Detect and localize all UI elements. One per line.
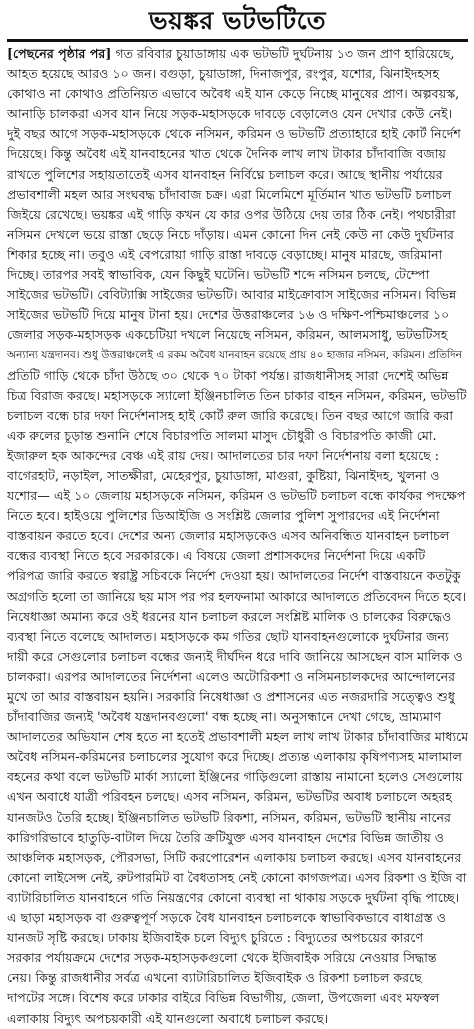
article-line: চলাচল বন্ধে চার দফা নির্দেশনাসহ হাই কোর্ট রুল জারি করেছে। তিন বছর আগে জারি করা bbox=[7, 407, 454, 423]
article-line: অগ্রগতি হলো তা জানিয়ে ছয় মাস পর পর হলফনামা আকারে আদালতে প্রতিবেদন দিতে হবে। bbox=[7, 588, 467, 604]
article-line: দিয়েছে। কিন্তু অবৈধ এই যানবাহনের খাত থেকে দৈনিক লাখ লাখ টাকার চাঁদাবাজি বজায় bbox=[7, 146, 446, 162]
article-line: চিত্র বিরাজ করছে। মহাসড়কে স্যালো ইঞ্জিনচালিত তিন চাকার বাহন নসিমন, করিমন, ভটভটি bbox=[7, 387, 467, 403]
article-line: সাইজের ভটভটি। বেবিট্যাক্সি সাইজের ভটভটি। আবার মাইক্রোবাস সাইজের নসিমন। বিভিন্ন bbox=[7, 287, 457, 303]
article-line: চাঁদাবাজির জন্যই 'অবৈধ যন্ত্রদানবগুলো' বন্ধ হচ্ছে না। অনুসন্ধানে দেখা গেছে, ভ্রাম্যমাণ bbox=[7, 709, 442, 725]
article-line: দাপটের সঙ্গে। বিশেষ করে ঢাকার বাইরে বিভিন্ন বিভাগীয়, জেলা, উপজেলা এবং মফস্বল bbox=[7, 990, 440, 1006]
article-line: নসিমন দেখলে ভয়ে রাস্তা ছেড়ে নিচে দাঁড়ায়। এমন কোনো দিন নেই কেউ না কেউ দুর্ঘটনার bbox=[7, 226, 454, 242]
article-line: ইজারুল হক আকন্দের বেঞ্চ এই রায় দেয়। আদালতের চার দফা নির্দেশনায় বলা হয়েছে : bbox=[7, 447, 440, 463]
article-line: ব্যবস্থা নিতে বলেছে আদালত। মহাসড়কে কম গতির ছোট যানবাহনগুলোকে দুর্ঘটনার জন্য bbox=[7, 628, 449, 644]
article-line: শিকার হচ্ছে না। তবুও এই বেপরোয়া গাড়ি রাস্তা দাবড়ে বেড়াচ্ছে। মানুষ মারছে, জরিমানা bbox=[7, 246, 443, 262]
article-line: দিচ্ছে। তারপর সবই স্বাভাবিক, যেন কিছুই ঘটেনি। ভটভটি শব্দে নসিমন চলছে, টেম্পো bbox=[7, 267, 430, 283]
article-line: বন্ধের ব্যবস্থা নিতে হবে সরকারকে। এ বিষয়ে জেলা প্রশাসকদের নির্দেশনা দিয়ে একটি bbox=[7, 548, 426, 564]
article-line: সরকার পর্যায়ক্রমে দেশের সড়ক-মহাসড়কগুলো থেকে ইজিবাইক সরিয়ে নেওয়ার সিদ্ধান্ত bbox=[7, 950, 437, 966]
article-line: দুই বছর আগে সড়ক-মহাসড়কে থেকে নসিমন, করিমন ও ভটভটি প্রত্যাহারে হাই কোর্ট নির্দেশ bbox=[7, 126, 461, 142]
continuation-marker: [পেছনের পৃষ্ঠার পর] bbox=[7, 46, 112, 61]
article-line: এলাকায় বিদ্যুৎ অপচয়কারী এই যানগুলো অবাধে চলাচল করছে। bbox=[7, 1010, 329, 1026]
article-line: নেয়। কিন্তু রাজধানীর সর্বত্র এখনো ব্যাটারিচালিত ইজিবাইক ও রিকশা চলাচল করছে bbox=[7, 970, 422, 986]
article-line: এখন অবাধে যাত্রী পরিবহন চলছে। এসব নসিমন, করিমন, ভটভটির অবাধ চলাচলে অহরহ bbox=[7, 789, 452, 805]
article-line: যশোর— এই ১০ জেলায় মহাসড়কে নসিমন, করিমন ও ভটভটি চলাচল বন্ধে কার্যকর পদক্ষেপ bbox=[7, 488, 466, 504]
article-line: অন্যান্য যন্ত্রদানব। শুধু উত্তরাঞ্চলেই এ রকম অবৈধ যানবাহন রয়েছে প্রায় ৪০ হাজার নসিমন, করিমন। প্রতিদিন bbox=[7, 349, 462, 362]
article-line: পরিপত্র জারি করতে স্বরাষ্ট্র সচিবকে নির্দেশ দেওয়া হয়। আদালতের নির্দেশ বাস্তবায়নে কতটুকু bbox=[7, 568, 461, 584]
article-line: অবৈধ নসিমন-করিমনের চলাচলের সুযোগ করে দিচ্ছে। প্রত্যন্ত এলাকায় কৃষিপণ্যসহ মালামাল bbox=[7, 749, 462, 765]
article-line bbox=[7, 44, 468, 64]
article-line: প্রতিটি গাড়ি থেকে চাঁদা উঠছে ৩০ থেকে ৭০ টাকা পর্যন্ত। রাজধানীসহ সারা দেশেই অভিন্ন bbox=[7, 367, 449, 383]
article-line: বাগেরহাট, নড়াইল, সাতক্ষীরা, মেহেরপুর, চুয়াডাঙ্গা, মাগুরা, কুষ্টিয়া, ঝিনাইদহ, খুলনা ও bbox=[7, 467, 440, 483]
article-line: এক রুলের চূড়ান্ত শুনানি শেষে বিচারপতি সালমা মাসুদ চৌধুরী ও বিচারপতি কাজী মো. bbox=[7, 427, 437, 443]
article-line: চালকরা। এরপর আদালতের নির্দেশনা এলেও অটোরিকশা ও নসিমনচালকদের আন্দোলনের bbox=[7, 668, 456, 684]
article-line: এ ছাড়া মহাসড়ক বা গুরুত্বপূর্ণ সড়কে বৈধ যানবাহন চলাচলকে স্বাভাবিকভাবে বাধাগ্রস্ত ও bbox=[7, 910, 446, 926]
article-line: জিইয়ে রেখেছে। ভয়ঙ্কর এই গাড়ি কখন যে কার ওপর উঠিয়ে দেয় তার ঠিক নেই। পথচারীরা bbox=[7, 206, 456, 222]
article-line: নিতে হবে। হাইওয়ে পুলিশের ডিআইজি ও সংশ্লিষ্ট জেলার পুলিশ সুপারদের এই নির্দেশনা bbox=[7, 508, 440, 524]
article-line: আদালতের অভিযান শেষ হতে না হতেই প্রভাবশালী মহল লাখ লাখ টাকার চাঁদাবাজির মাধ্যমে bbox=[7, 729, 468, 745]
article-line: বহনের কথা বলে ভটভটি মার্কা স্যালো ইঞ্জিনের গাড়িগুলো রাস্তায় নামানো হলেও সেগুলোয় bbox=[7, 769, 463, 785]
article-line: দায়ী করে সেগুলোর চলাচল বন্ধের জন্যই দীর্ঘদিন ধরে দাবি জানিয়ে আসছেন বাস মালিক ও bbox=[7, 648, 463, 664]
article-line-text: গত রবিবার চুয়াডাঙ্গায় এক ভটভটি দুর্ঘটনায় ১৩ জন প্রাণ হারিয়েছে, bbox=[115, 46, 455, 61]
article-line: প্রভাবশালী মহল আর সংঘবদ্ধ চাঁদাবাজ চক্র। এরা মিলেমিশে মূর্তিমান খাত ভটভটি চলাচল bbox=[7, 186, 452, 202]
article-line: কারিগরিভাবে হাতুড়ি-বাটাল দিয়ে তৈরি ক্রটিযুক্ত এসব যানবাহন দেশের বিভিন্ন জাতীয় ও bbox=[7, 829, 445, 845]
article-line: বাস্তবায়ন করতে হবে। দেশের অন্য জেলার মহাসড়কেও এসব অনিবন্ধিত যানবাহন চলাচল bbox=[7, 528, 450, 544]
article-line: যানজটও তৈরি হচ্ছে। ইঞ্জিনচালিত ভটভটি রিকশা, নসিমন, করিমন, ভটভটি স্থানীয় নানের bbox=[7, 809, 451, 825]
article-line: কোনো লাইসেন্স নেই, রুটপারমিট বা বৈধতাসহ নেই কোনো কাগজপত্র। এসব রিকশা ও ইজি বা bbox=[7, 869, 467, 885]
article-title: ভয়ঙ্কর ভটভটিতে bbox=[149, 6, 326, 35]
article-line: সাইজের ভটভটি দিয়ে মানুষ টানা হয়। দেশের উত্তরাঞ্চলের ১৬ ও দক্ষিণ-পশ্চিমাঞ্চলের ১০ bbox=[7, 307, 450, 323]
article-line: রাখতে পুলিশের সহায়তাতেই এসব যানবাহন নির্বিঘ্নে চলাচল করে। আছে স্থানীয় পর্যায়ের bbox=[7, 166, 443, 182]
article-line: জেলার সড়ক-মহাসড়ক একচেটিয়া দখলে নিয়েছে নসিমন, করিমন, আলমসাধু, ভটভটিসহ bbox=[7, 327, 448, 343]
article-line: কোথাও না কোথাও প্রতিনিয়ত এভাবে অবৈধ এই যান কেড়ে নিচ্ছে মানুষের প্রাণ। অল্পবয়স্ক, bbox=[7, 86, 460, 102]
article-line: নিষেধাজ্ঞা অমান্য করে ওই ধরনের যান চলাচল করলে সংশ্লিষ্ট মালিক ও চালকের বিরুদ্ধেও bbox=[7, 608, 452, 624]
article-line: আঞ্চলিক মহাসড়ক, পৌরসভা, সিটি করপোরেশন এলাকায় চলাচল করছে। এসব যানবাহনের bbox=[7, 849, 462, 865]
article-body bbox=[7, 44, 468, 1029]
article-line: যানজট সৃষ্টি করছে। ঢাকায় ইজিবাইক চলে বিদ্যুৎ চুরিতে : বিদ্যুতের অপচয়ের কারণে bbox=[7, 930, 424, 946]
article-line: আহত হয়েছে আরও ১০ জন। বগুড়া, চুয়াডাঙ্গা, দিনাজপুর, রংপুর, যশোর, ঝিনাইদহসহ bbox=[7, 66, 440, 82]
article-line: ব্যাটারিচালিত যানবাহনে গতি নিয়ন্ত্রণের কোনো ব্যবস্থা না থাকায় সড়কে দুর্ঘটনা বৃদ্ধি পাচ্ছে। bbox=[7, 889, 460, 905]
title-rule bbox=[7, 39, 468, 42]
article-line: মুখে তা আর বাস্তবায়ন হয়নি। সরকারি নিষেধাজ্ঞা ও প্রশাসনের এত নজরদারি সত্ত্বেও শুধু bbox=[7, 689, 455, 704]
article-line: আনাড়ি চালকরা এসব যান নিয়ে সড়ক-মহাসড়কে দাবড়ে বেড়ালেও যেন দেখার কেউ নেই। bbox=[7, 106, 453, 122]
